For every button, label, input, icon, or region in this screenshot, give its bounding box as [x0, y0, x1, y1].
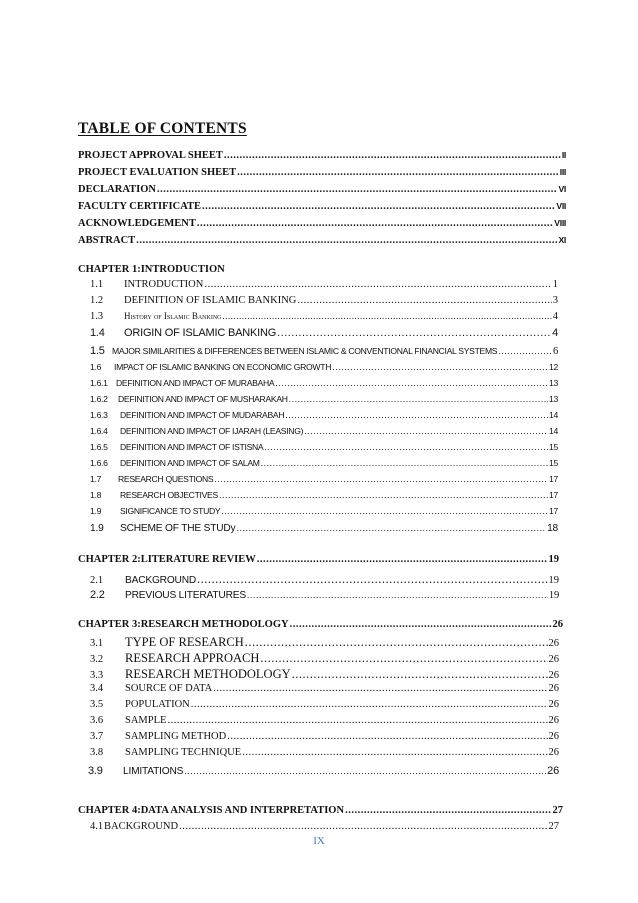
toc-entry-page: 13: [549, 394, 558, 404]
toc-entry-label: CHAPTER 3:RESEARCH METHODOLOGY: [78, 619, 289, 630]
toc-entry-number: 1.6.3: [90, 410, 108, 420]
toc-entry-number: 1.8: [90, 490, 102, 500]
toc-entry-label: CHAPTER 1:INTRODUCTION: [78, 264, 225, 275]
toc-entry-label: ACKNOWLEDGEMENT: [78, 218, 196, 229]
toc-entry-number: 2.2: [90, 589, 105, 601]
toc-entry-number: 3.9: [88, 765, 103, 777]
toc-entry-page: VIII: [554, 218, 566, 228]
leader-dots: [197, 573, 547, 586]
toc-entry-2-1[interactable]: [90, 573, 559, 587]
leader-dots: [224, 151, 561, 162]
toc-entry-number: 3.6: [90, 715, 104, 726]
toc-entry-4-1[interactable]: [90, 822, 559, 836]
toc-entry-label: DEFINITION AND IMPACT OF MUSHARAKAH: [118, 394, 288, 404]
toc-entry-number: 4.1: [90, 821, 104, 832]
leader-dots: [236, 524, 546, 533]
toc-entry-page: VII: [556, 201, 566, 211]
leader-dots: [292, 668, 548, 681]
toc-entry-1-9-significance[interactable]: [90, 507, 558, 521]
toc-entry-number: 1.5: [90, 345, 105, 357]
toc-entry-label: SAMPLING METHOD: [125, 731, 227, 742]
toc-entry-page: 26: [548, 654, 559, 665]
toc-entry-number: 1.6.2: [90, 394, 108, 404]
toc-entry-label: LIMITATIONS: [123, 766, 184, 777]
toc-entry-label: DEFINITION AND IMPACT OF ISTISNA: [120, 442, 264, 452]
toc-chapter-3-heading[interactable]: [78, 620, 563, 634]
toc-entry-page: 17: [549, 506, 558, 516]
leader-dots: [332, 363, 548, 372]
toc-entry-page: 12: [549, 362, 558, 372]
toc-entry-3-3[interactable]: [90, 668, 559, 682]
toc-entry-page: 27: [552, 805, 563, 816]
toc-entry-page: 6: [553, 346, 558, 357]
toc-entry-1-6-4[interactable]: [90, 427, 558, 441]
toc-entry-number: 1.6.4: [90, 426, 108, 436]
toc-entry-label: PROJECT APPROVAL SHEET: [78, 150, 223, 161]
leader-dots: [498, 347, 552, 356]
leader-dots: [204, 280, 551, 291]
toc-entry-evaluation-sheet[interactable]: [78, 168, 566, 182]
toc-entry-number: 1.2: [90, 295, 104, 306]
toc-entry-1-6-2[interactable]: [90, 395, 558, 409]
toc-entry-number: 1.6: [90, 362, 102, 372]
toc-entry-label: RESEARCH QUESTIONS: [118, 474, 214, 484]
toc-entry-number: 3.2: [90, 654, 104, 665]
leader-dots: [247, 591, 548, 600]
toc-entry-label: DEFINITION AND IMPACT OF IJARAH (LEASING): [120, 426, 304, 436]
toc-entry-number: 3.4: [90, 683, 104, 694]
toc-entry-page: 26: [552, 619, 563, 630]
leader-dots: [260, 652, 547, 665]
toc-entry-label: IMPACT OF ISLAMIC BANKING ON ECONOMIC GROWTH: [114, 362, 332, 372]
toc-entry-page: 14: [549, 410, 558, 420]
toc-entry-label: RESEARCH OBJECTIVES: [120, 490, 218, 500]
toc-entry-1-6-6[interactable]: [90, 459, 558, 473]
leader-dots: [222, 312, 551, 321]
toc-entry-1-8[interactable]: [90, 491, 558, 505]
toc-entry-label: SAMPLING TECHNIQUE: [125, 747, 242, 758]
toc-entry-page: 26: [548, 638, 559, 649]
toc-entry-2-2[interactable]: [90, 590, 559, 604]
toc-entry-page: 26: [548, 699, 559, 710]
toc-entry-page: 19: [548, 590, 559, 601]
leader-dots: [304, 427, 548, 436]
toc-entry-1-1[interactable]: [90, 280, 558, 294]
toc-entry-label: RESEARCH APPROACH: [125, 651, 260, 665]
toc-entry-page: 26: [548, 747, 559, 758]
toc-entry-1-6-3[interactable]: [90, 411, 558, 425]
toc-entry-page: 26: [548, 670, 559, 681]
toc-title: TABLE OF CONTENTS: [78, 120, 247, 137]
leader-dots: [213, 684, 547, 695]
toc-entry-label: SCHEME OF THE STUDy: [120, 523, 236, 534]
toc-entry-page: 26: [548, 683, 559, 694]
toc-entry-label: PROJECT EVALUATION SHEET: [78, 167, 237, 178]
leader-dots: [261, 459, 548, 468]
toc-entry-1-9-scheme[interactable]: [90, 524, 558, 538]
leader-dots: [157, 185, 557, 196]
toc-entry-label: SAMPLE: [125, 715, 167, 726]
toc-entry-page: 27: [548, 821, 559, 832]
toc-entry-label: TYPE OF RESEARCH: [125, 635, 244, 649]
toc-entry-label: ABSTRACT: [78, 235, 136, 246]
toc-chapter-2-heading[interactable]: [78, 555, 559, 569]
toc-entry-label: DEFINITION AND IMPACT OF MUDARABAH: [120, 410, 285, 420]
toc-entry-label: BACKGROUND: [125, 575, 197, 586]
toc-entry-label: POPULATION: [125, 699, 190, 710]
toc-entry-page: III: [559, 167, 566, 177]
leader-dots: [167, 716, 547, 727]
toc-entry-number: 1.6.5: [90, 442, 108, 452]
toc-entry-page: 13: [549, 378, 558, 388]
leader-dots: [221, 507, 548, 516]
leader-dots: [289, 395, 548, 404]
toc-entry-abstract[interactable]: [78, 236, 566, 250]
leader-dots: [219, 491, 548, 500]
toc-entry-1-6-5[interactable]: [90, 443, 558, 457]
toc-entry-page: 26: [548, 715, 559, 726]
toc-entry-1-6-1[interactable]: [90, 379, 558, 393]
page-number: IX: [313, 835, 325, 847]
toc-entry-label: INTRODUCTION: [124, 279, 204, 290]
toc-entry-page: 14: [549, 426, 558, 436]
toc-entry-number: 1.6.6: [90, 458, 108, 468]
leader-dots: [345, 806, 551, 817]
toc-entry-number: 1.3: [90, 311, 104, 322]
leader-dots: [264, 443, 548, 452]
toc-entry-page: 1: [552, 279, 558, 290]
toc-entry-1-2[interactable]: [90, 296, 558, 310]
toc-entry-page: 15: [549, 458, 558, 468]
toc-entry-label: PREVIOUS LITERATURES: [125, 590, 246, 601]
toc-entry-number: 3.3: [90, 670, 104, 681]
toc-entry-page: 26: [548, 731, 559, 742]
toc-entry-3-2[interactable]: [90, 652, 559, 666]
leader-dots: [214, 475, 548, 484]
leader-dots: [227, 732, 547, 743]
toc-entry-page: XI: [558, 235, 566, 245]
leader-dots: [237, 168, 559, 179]
toc-entry-page: VI: [558, 184, 566, 194]
toc-entry-number: 1.9: [90, 506, 102, 516]
toc-entry-1-3[interactable]: [90, 312, 558, 326]
leader-dots: [202, 202, 555, 213]
toc-entry-3-5[interactable]: [90, 700, 559, 714]
toc-entry-faculty-certificate[interactable]: [78, 202, 566, 216]
leader-dots: [184, 767, 546, 776]
toc-entry-page: 19: [548, 575, 559, 586]
toc-entry-label: CHAPTER 2:LITERATURE REVIEW: [78, 554, 256, 565]
toc-entry-page: 4: [552, 311, 558, 322]
leader-dots: [179, 822, 547, 833]
toc-entry-page: 18: [547, 523, 558, 534]
leader-dots: [191, 700, 548, 711]
leader-dots: [285, 411, 548, 420]
toc-chapter-1-heading[interactable]: [78, 265, 566, 279]
toc-entry-number: 1.9: [90, 523, 104, 534]
toc-entry-label: DEFINITION OF ISLAMIC BANKING: [124, 295, 297, 306]
toc-entry-page: 3: [552, 295, 558, 306]
toc-entry-number: 2.1: [90, 575, 104, 586]
toc-entry-number: 1.4: [90, 327, 105, 339]
leader-dots: [277, 328, 551, 339]
toc-entry-1-7[interactable]: [90, 475, 558, 489]
toc-entry-number: 3.8: [90, 747, 104, 758]
toc-entry-label: CHAPTER 4:DATA ANALYSIS AND INTERPRETATION: [78, 805, 345, 816]
toc-entry-label: DECLARATION: [78, 184, 156, 195]
leader-dots: [245, 636, 548, 649]
toc-entry-acknowledgement[interactable]: [78, 219, 566, 233]
leader-dots: [290, 620, 552, 631]
toc-entry-declaration[interactable]: [78, 185, 566, 199]
toc-entry-label: MAJOR SIMILARITIES & DIFFERENCES BETWEEN ISLAMIC & CONVENTIONAL FINANCIAL SYSTEMS: [112, 346, 498, 356]
toc-entry-3-4[interactable]: [90, 684, 559, 698]
toc-entry-page: 17: [549, 490, 558, 500]
toc-chapter-4-heading[interactable]: [78, 806, 563, 820]
toc-entry-label: FACULTY CERTIFICATE: [78, 201, 202, 212]
toc-entry-approval-sheet[interactable]: [78, 151, 566, 165]
toc-entry-3-8[interactable]: [90, 748, 559, 762]
leader-dots: [275, 379, 548, 388]
toc-entry-number: 3.1: [90, 638, 104, 649]
toc-entry-3-6[interactable]: [90, 716, 559, 730]
toc-entry-1-5[interactable]: [90, 346, 558, 360]
toc-entry-page: 15: [549, 442, 558, 452]
toc-entry-label: RESEARCH METHODOLOGY: [125, 667, 291, 681]
toc-entry-number: 1.1: [90, 279, 104, 290]
leader-dots: [242, 748, 547, 759]
toc-entry-1-6[interactable]: [90, 363, 558, 377]
toc-entry-label: ORIGIN OF ISLAMIC BANKING: [124, 327, 277, 339]
toc-entry-number: 3.5: [90, 699, 104, 710]
toc-entry-page: 17: [549, 474, 558, 484]
toc-entry-number: 3.7: [90, 731, 104, 742]
toc-entry-3-7[interactable]: [90, 732, 559, 746]
toc-entry-1-4[interactable]: [90, 328, 558, 342]
toc-entry-label: DEFINITION AND IMPACT OF SALAM: [120, 458, 260, 468]
leader-dots: [197, 219, 553, 230]
leader-dots: [257, 555, 548, 566]
toc-entry-number: 1.6.1: [90, 378, 108, 388]
toc-entry-label: BACKGROUND: [104, 821, 179, 832]
toc-entry-3-1[interactable]: [90, 636, 559, 650]
toc-entry-page: 19: [548, 554, 559, 565]
toc-entry-page: 26: [547, 765, 559, 777]
toc-entry-3-9[interactable]: [88, 766, 559, 780]
toc-entry-label: SOURCE OF DATA: [125, 683, 213, 694]
toc-entry-label: History of Islamic Banking: [124, 311, 222, 321]
toc-entry-page: 4: [552, 327, 558, 339]
toc-entry-number: 1.7: [90, 474, 102, 484]
toc-entry-label: DEFINITION AND IMPACT OF MURABAHA: [116, 378, 275, 388]
toc-entry-page: II: [561, 150, 566, 160]
toc-entry-label: SIGNIFICANCE TO STUDY: [120, 506, 221, 516]
leader-dots: [297, 296, 551, 307]
leader-dots: [136, 236, 557, 247]
